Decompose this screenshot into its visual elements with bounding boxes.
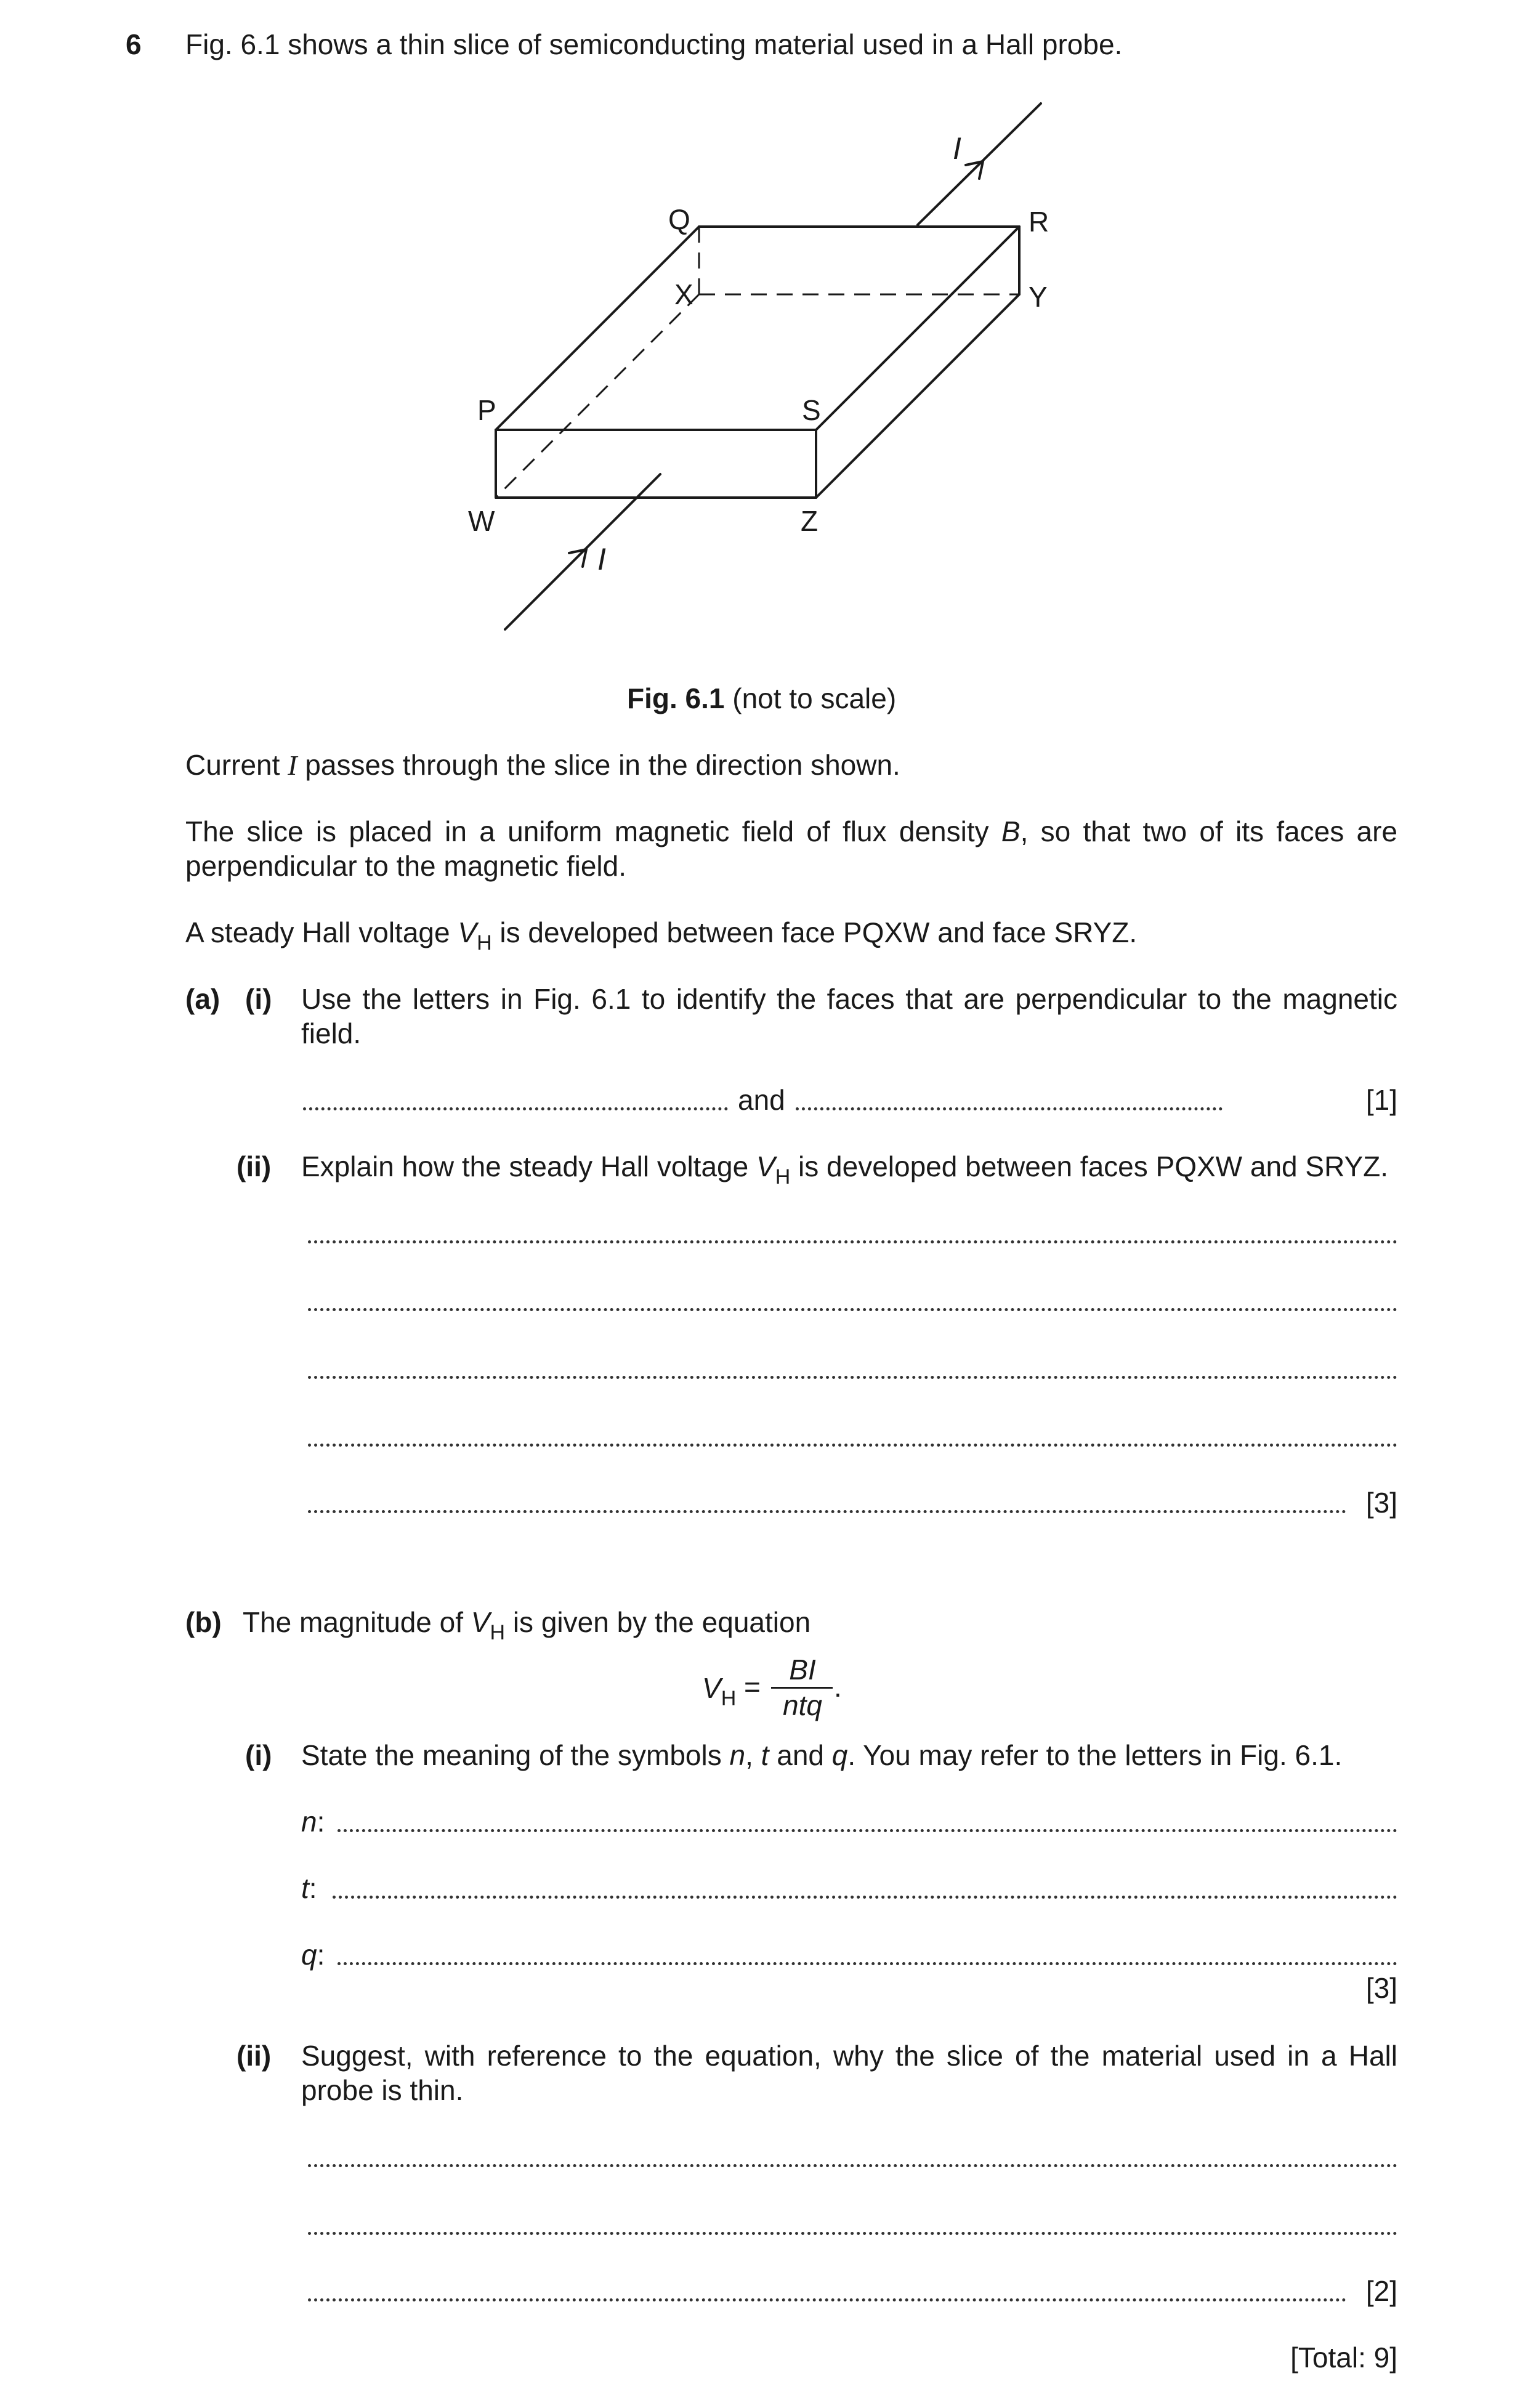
answer-line-b-ii-3[interactable] (308, 2298, 1346, 2301)
current-line-top (918, 103, 1041, 225)
symbol-q-label: q: (301, 1939, 325, 1971)
part-b-intro: The magnitude of $V_H$ is given by the equation (243, 1606, 811, 1644)
question-intro: Fig. 6.1 shows a thin slice of semiconducting material used in a Hall probe. (185, 28, 1123, 60)
part-b-i-question: State the meaning of the symbols n, t and q. You may refer to the letters in Fig. 6.1. (301, 1739, 1343, 1771)
label-current-top: I (953, 131, 961, 166)
part-b-i-label: (i) (245, 1739, 272, 1771)
symbol-n-label: n: (301, 1806, 325, 1838)
figure-hall-probe-slice (0, 0, 1528, 677)
answer-line-a-ii-3[interactable] (308, 1376, 1397, 1379)
part-a-i-label: (i) (245, 983, 272, 1015)
label-r: R (1029, 206, 1049, 238)
label-current-bottom: I (597, 542, 606, 576)
answer-line-b-ii-1[interactable] (308, 2164, 1397, 2167)
part-b-label: (b) (185, 1606, 222, 1638)
label-x: X (674, 278, 693, 310)
part-a-ii-mark: [3] (1365, 1487, 1397, 1519)
hall-voltage-equation: $V_H$ = BI ntq . (702, 1654, 842, 1721)
label-s: S (802, 394, 821, 426)
edge-yz (816, 294, 1019, 498)
label-z: Z (801, 505, 819, 537)
part-a-ii-label: (ii) (236, 1150, 272, 1182)
paragraph-magnetic-field: The slice is placed in a uniform magnetic field of flux density B, so that two of its faces are perpendicular to the magnetic field. (185, 815, 1397, 882)
part-a-i-question: Use the letters in Fig. 6.1 to identify the faces that are perpendicular to the magnetic field. (301, 983, 1397, 1049)
label-q: Q (668, 203, 690, 235)
answer-line-a-ii-5[interactable] (308, 1510, 1346, 1513)
part-b-i-mark: [3] (1365, 1972, 1397, 2004)
answer-line-face-1[interactable] (303, 1107, 728, 1110)
part-b-ii-question: Suggest, with reference to the equation, why the slice of the material used in a Hall probe is thin. (301, 2040, 1397, 2106)
answer-line-a-ii-2[interactable] (308, 1308, 1397, 1311)
part-b-ii-label: (ii) (236, 2040, 272, 2072)
symbol-t-label: t: (301, 1872, 317, 1904)
paragraph-hall-voltage: A steady Hall voltage $V_H$ is developed between face PQXW and face SRYZ. (185, 916, 1138, 955)
hidden-edge-xw (496, 294, 699, 498)
label-y: Y (1029, 281, 1048, 313)
part-a-i-and: and (738, 1084, 785, 1116)
total-marks: [Total: 9] (1290, 2341, 1397, 2374)
edge-rs (816, 227, 1019, 430)
label-p: P (477, 394, 496, 426)
part-a-i-mark: [1] (1365, 1084, 1397, 1116)
answer-line-b-ii-2[interactable] (308, 2232, 1397, 2235)
answer-line-a-ii-4[interactable] (308, 1444, 1397, 1447)
answer-line-t[interactable] (333, 1896, 1397, 1899)
answer-line-q[interactable] (338, 1962, 1397, 1965)
part-b-ii-mark: [2] (1365, 2275, 1397, 2307)
answer-line-n[interactable] (338, 1829, 1397, 1832)
label-w: W (468, 505, 495, 537)
edge-pq (496, 227, 699, 430)
answer-line-a-ii-1[interactable] (308, 1240, 1397, 1243)
paragraph-current: Current I passes through the slice in the direction shown. (185, 749, 900, 781)
answer-line-face-2[interactable] (796, 1107, 1223, 1110)
question-number: 6 (126, 28, 142, 60)
part-a-ii-question: Explain how the steady Hall voltage $V_H$ is developed between faces PQXW and SRYZ. (301, 1150, 1389, 1189)
part-a-label: (a) (185, 983, 220, 1015)
figure-caption: Fig. 6.1 (not to scale) (627, 682, 897, 714)
